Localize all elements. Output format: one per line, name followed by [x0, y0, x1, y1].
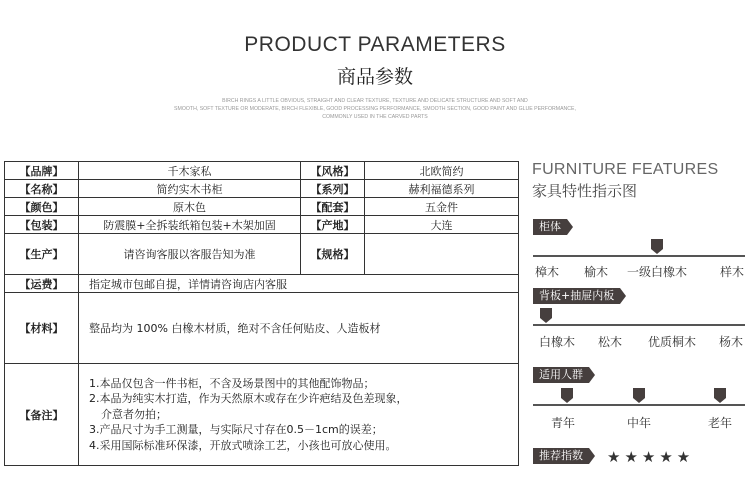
parameter-table	[4, 161, 519, 466]
material-key: 【材料】	[5, 293, 79, 364]
cabinet-scale-line	[533, 255, 745, 257]
back-panel-scale-line	[533, 324, 745, 326]
color-value: 原木色	[79, 198, 301, 216]
audience-option: 青年	[551, 416, 576, 430]
back-panel-option: 松木	[598, 335, 623, 349]
fittings-key: 【配套】	[301, 198, 365, 216]
origin-key: 【产地】	[301, 216, 365, 234]
package-value: 防震膜+全拆装纸箱包装+木架加固	[79, 216, 301, 234]
back-panel-option: 杨木	[719, 335, 744, 349]
description-line: COMMONLY USED IN THE CARVED PARTS	[322, 114, 428, 120]
brand-key: 【品牌】	[5, 162, 79, 180]
brand-value: 千木家私	[79, 162, 301, 180]
note-line: 3.产品尺寸为手工测量，与实际尺寸存在0.5－1cm的误差；	[89, 423, 383, 437]
name-value: 简约实木书柜	[79, 180, 301, 198]
table-row	[5, 293, 519, 364]
notes-value	[79, 364, 519, 466]
table-row	[5, 234, 519, 275]
page-title-en: PRODUCT PARAMETERS	[244, 33, 506, 56]
table-row	[5, 180, 519, 198]
back-panel-option: 白橡木	[539, 335, 576, 349]
note-line: 4.采用国际标准环保漆，开放式喷涂工艺，小孩也可放心使用。	[89, 438, 397, 452]
shipping-value: 指定城市包邮自提，详情请咨询店内客服	[79, 275, 519, 293]
cabinet-option: 样木	[720, 265, 745, 279]
note-line: 介意者勿拍；	[101, 407, 167, 421]
cabinet-tag: 柜体	[533, 219, 567, 235]
table-row	[5, 162, 519, 180]
origin-value: 大连	[365, 216, 519, 234]
cabinet-selected-marker	[651, 239, 663, 249]
table-row	[5, 216, 519, 234]
series-value: 赫利福德系列	[365, 180, 519, 198]
audience-option: 中年	[627, 416, 652, 430]
table-row	[5, 198, 519, 216]
spec-key: 【规格】	[301, 234, 365, 275]
features-title-en: FURNITURE FEATURES	[532, 161, 719, 178]
production-value: 请咨询客服以客服告知为准	[79, 234, 301, 275]
note-line: 1.本品仅包含一件书柜，不含及场景图中的其他配饰物品；	[89, 376, 375, 390]
audience-scale-line	[533, 404, 745, 406]
fittings-value: 五金件	[365, 198, 519, 216]
table-row	[5, 364, 519, 466]
description-line: BIRCH RINGS A LITTLE OBVIOUS, STRAIGHT AND CLEAR TEXTURE, TEXTURE AND DELICATE STRUCTURE AND SOFT AND	[222, 98, 528, 104]
audience-marker-middle	[633, 388, 645, 398]
color-key: 【颜色】	[5, 198, 79, 216]
audience-option: 老年	[708, 416, 733, 430]
features-title-zh: 家具特性指示图	[532, 182, 638, 200]
description-line: SMOOTH, SOFT TEXTURE OR MODERATE, BIRCH FLEXIBLE, GOOD PROCESSING PERFORMANCE, SMOOTH SECTION, GOOD PAINT AND GLUE PERFORMANCE,	[174, 106, 576, 112]
production-key: 【生产】	[5, 234, 79, 275]
material-value: 整品均为 100% 白橡木材质，绝对不含任何贴皮、人造板材	[79, 293, 519, 364]
note-line: 2.本品为纯实木打造，作为天然原木或存在少许疤结及色差现象，	[89, 392, 408, 406]
name-key: 【名称】	[5, 180, 79, 198]
audience-marker-elder	[714, 388, 726, 398]
series-key: 【系列】	[301, 180, 365, 198]
package-key: 【包装】	[5, 216, 79, 234]
rating-tag: 推荐指数	[533, 448, 589, 464]
cabinet-option: 樟木	[535, 265, 560, 279]
notes-key: 【备注】	[5, 364, 79, 466]
table-row	[5, 275, 519, 293]
spec-value	[365, 234, 519, 275]
audience-marker-youth	[561, 388, 573, 398]
page-title-zh: 商品参数	[336, 66, 413, 88]
back-panel-tag: 背板+抽屉内板	[533, 288, 620, 304]
back-panel-selected-marker	[540, 308, 552, 318]
cabinet-option: 榆木	[584, 265, 609, 279]
style-value: 北欧简约	[365, 162, 519, 180]
shipping-key: 【运费】	[5, 275, 79, 293]
style-key: 【风格】	[301, 162, 365, 180]
rating-stars-icon: ★★★★★	[607, 448, 695, 466]
audience-tag: 适用人群	[533, 367, 589, 383]
cabinet-option: 一级白橡木	[627, 265, 688, 279]
back-panel-option: 优质桐木	[648, 335, 697, 349]
description-text	[160, 97, 590, 121]
